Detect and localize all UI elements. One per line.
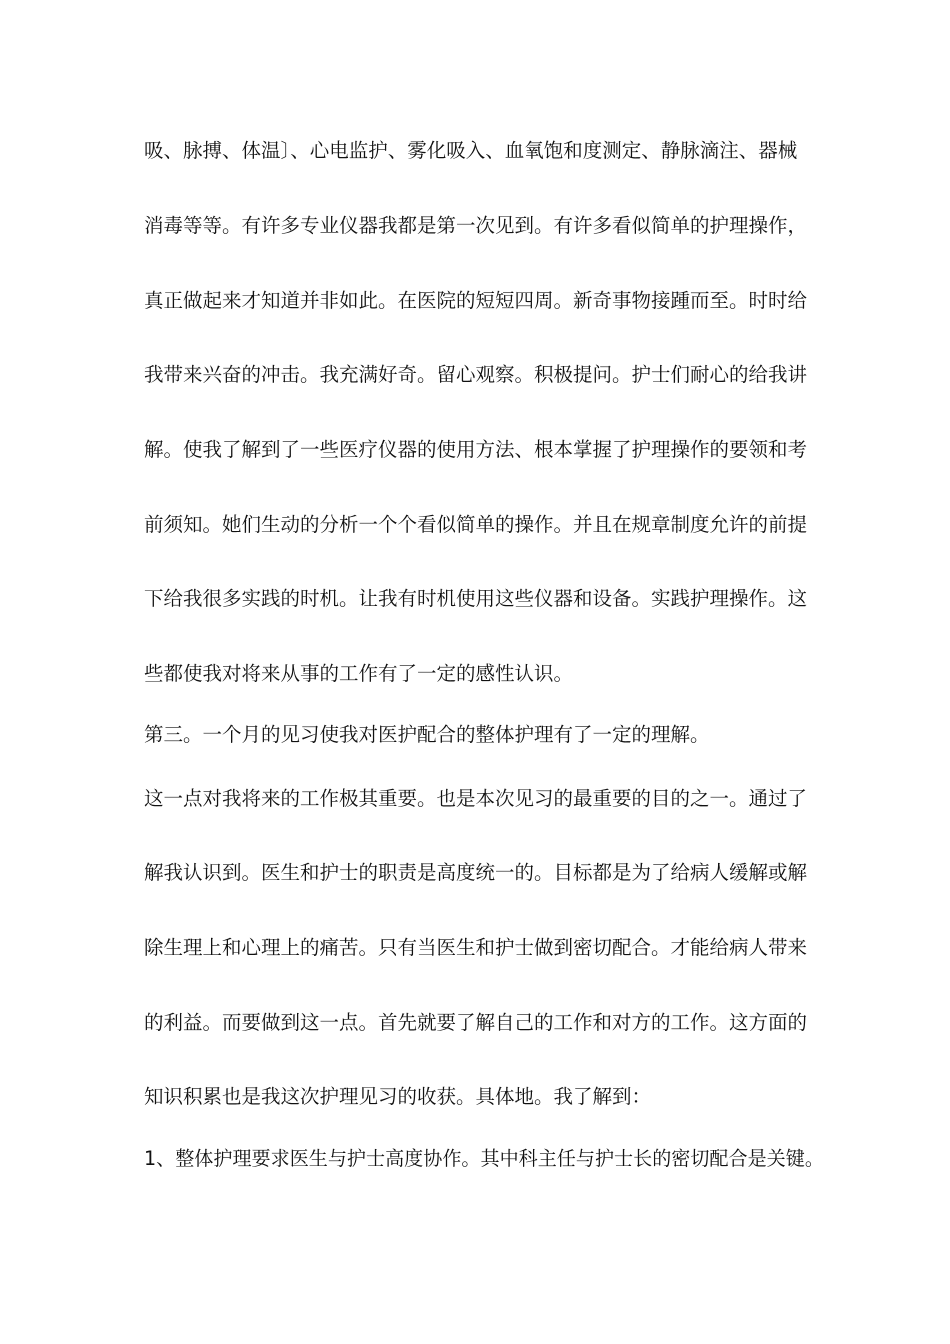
- paragraph-line: 下给我很多实践的时机。让我有时机使用这些仪器和设备。实践护理操作。这: [144, 587, 808, 610]
- paragraph-line: 这一点对我将来的工作极其重要。也是本次见习的最重要的目的之一。通过了: [144, 787, 808, 810]
- paragraph-line: 消毒等等。有许多专业仪器我都是第一次见到。有许多看似简单的护理操作，: [144, 214, 808, 237]
- paragraph-line: 解。使我了解到了一些医疗仪器的使用方法、根本掌握了护理操作的要领和考: [144, 438, 808, 461]
- paragraph-line: 吸、脉搏、体温〕、心电监护、雾化吸入、血氧饱和度测定、静脉滴注、器械: [144, 139, 798, 162]
- paragraph-line: 些都使我对将来从事的工作有了一定的感性认识。: [144, 662, 574, 685]
- paragraph-line: 知识积累也是我这次护理见习的收获。具体地。我了解到：: [144, 1085, 652, 1108]
- section-heading: 第三。一个月的见习使我对医护配合的整体护理有了一定的理解。: [144, 723, 710, 746]
- paragraph-line: 我带来兴奋的冲击。我充满好奇。留心观察。积极提问。护士们耐心的给我讲: [144, 363, 808, 386]
- paragraph-line: 的利益。而要做到这一点。首先就要了解自己的工作和对方的工作。这方面的: [144, 1011, 808, 1034]
- paragraph-line: 前须知。她们生动的分析一个个看似简单的操作。并且在规章制度允许的前提: [144, 513, 808, 536]
- paragraph-line: 真正做起来才知道并非如此。在医院的短短四周。新奇事物接踵而至。时时给: [144, 289, 808, 312]
- paragraph-line: 解我认识到。医生和护士的职责是高度统一的。目标都是为了给病人缓解或解: [144, 861, 808, 884]
- list-item: 1、整体护理要求医生与护士高度协作。其中科主任与护士长的密切配合是关键。: [144, 1147, 824, 1170]
- paragraph-line: 除生理上和心理上的痛苦。只有当医生和护士做到密切配合。才能给病人带来: [144, 936, 808, 959]
